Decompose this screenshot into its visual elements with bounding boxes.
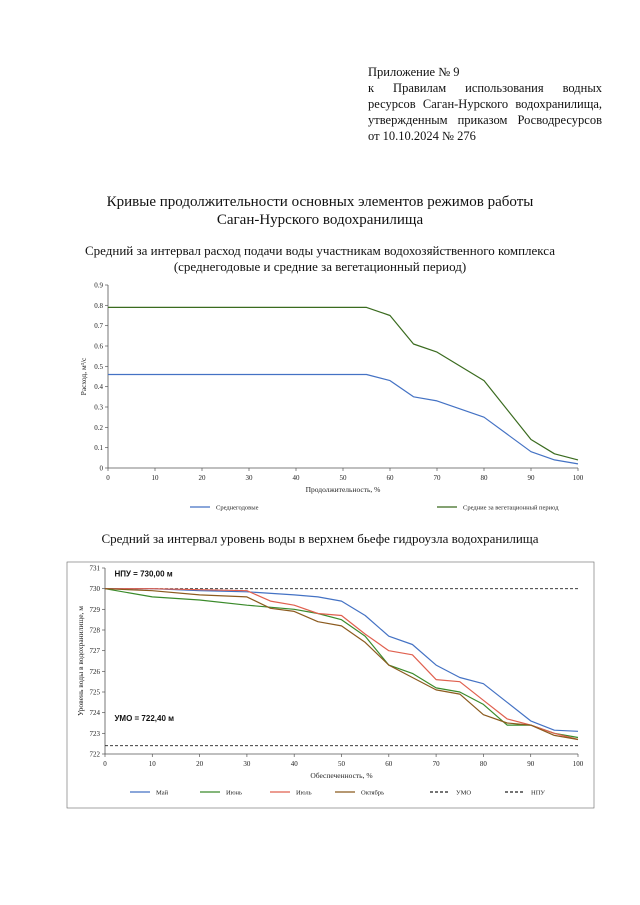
y-axis-label: Уровень воды в водохранилище, м (76, 605, 85, 717)
y-tick-label: 730 (89, 585, 100, 594)
series-line-4 (105, 589, 578, 740)
legend-label: Октябрь (361, 789, 385, 797)
series-line-3 (105, 589, 578, 740)
level-annotation: НПУ = 730,00 м (114, 569, 173, 579)
legend-label: НПУ (531, 789, 545, 797)
y-tick-label: 731 (89, 564, 100, 573)
y-axis-label: Расход, м³/с (79, 357, 88, 396)
y-tick-label: 729 (89, 605, 100, 614)
document-title-line2: Саган-Нурского водохранилища (216, 212, 424, 228)
appendix-number: Приложение № 9 (368, 65, 460, 79)
y-tick-label: 725 (89, 688, 100, 697)
x-tick-label: 30 (245, 474, 253, 482)
y-tick-label: 727 (89, 647, 100, 656)
x-tick-label: 10 (148, 760, 156, 768)
chart2-title: Средний за интервал уровень воды в верхнем бьефе гидроузла водохранилища (101, 531, 539, 546)
x-tick-label: 90 (527, 760, 535, 768)
x-tick-label: 100 (572, 760, 584, 768)
x-tick-label: 90 (527, 474, 535, 482)
legend-label: Июнь (226, 789, 242, 797)
y-tick-label: 0.1 (94, 444, 103, 453)
y-tick-label: 724 (89, 709, 100, 718)
y-tick-label: 0.8 (94, 301, 103, 310)
y-tick-label: 0.9 (94, 281, 103, 290)
x-tick-label: 100 (572, 474, 584, 482)
y-tick-label: 726 (89, 667, 100, 676)
x-tick-label: 50 (338, 760, 345, 768)
y-tick-label: 0.2 (94, 423, 103, 432)
y-tick-label: 0.5 (94, 362, 103, 371)
x-tick-label: 80 (480, 474, 488, 482)
y-tick-label: 0 (99, 464, 103, 473)
x-tick-label: 20 (196, 760, 204, 768)
legend-label: Средние за вегетационный период (463, 504, 559, 512)
y-tick-label: 0.7 (94, 322, 103, 331)
appendix-reference: к Правилам использования водных ресурсов Саган-Нурского водохранилища, утвержденным приказом Росводресурсов от 10.10.2024 № 276 (368, 81, 602, 143)
level-annotation: УМО = 722,40 м (114, 713, 175, 723)
x-tick-label: 20 (198, 474, 206, 482)
x-tick-label: 70 (433, 474, 441, 482)
legend-label: Среднегодовые (216, 504, 259, 512)
series-line-2 (105, 589, 578, 738)
legend-label: Июль (296, 789, 312, 797)
document-title-line1: Кривые продолжительности основных элементов режимов работы (106, 194, 534, 210)
legend-label: Май (156, 789, 169, 797)
chart1-subtitle: (среднегодовые и средние за вегетационный период) (173, 259, 467, 274)
level-duration-chart (0, 550, 640, 810)
y-tick-label: 723 (89, 729, 100, 738)
x-tick-label: 70 (432, 760, 440, 768)
x-tick-label: 10 (151, 474, 159, 482)
flow-duration-chart (0, 272, 640, 512)
y-tick-label: 728 (89, 626, 100, 635)
x-tick-label: 40 (290, 760, 298, 768)
x-tick-label: 30 (243, 760, 251, 768)
x-tick-label: 80 (479, 760, 487, 768)
x-tick-label: 60 (386, 474, 394, 482)
y-tick-label: 0.3 (94, 403, 103, 412)
legend-label: УМО (456, 789, 472, 797)
x-tick-label: 60 (385, 760, 393, 768)
y-tick-label: 0.4 (94, 383, 103, 392)
y-tick-label: 0.6 (94, 342, 103, 351)
chart1-title: Средний за интервал расход подачи воды участникам водохозяйственного комплекса (84, 243, 556, 258)
x-tick-label: 40 (292, 474, 300, 482)
y-tick-label: 722 (89, 750, 100, 759)
x-tick-label: 0 (106, 474, 110, 482)
x-tick-label: 0 (103, 760, 107, 768)
series-line-1 (108, 375, 578, 464)
x-axis-label: Продолжительность, % (305, 485, 381, 494)
series-line-2 (108, 307, 578, 460)
x-tick-label: 50 (339, 474, 347, 482)
appendix-header (368, 64, 602, 144)
x-axis-label: Обеспеченность, % (310, 771, 373, 780)
series-line-1 (105, 589, 578, 732)
